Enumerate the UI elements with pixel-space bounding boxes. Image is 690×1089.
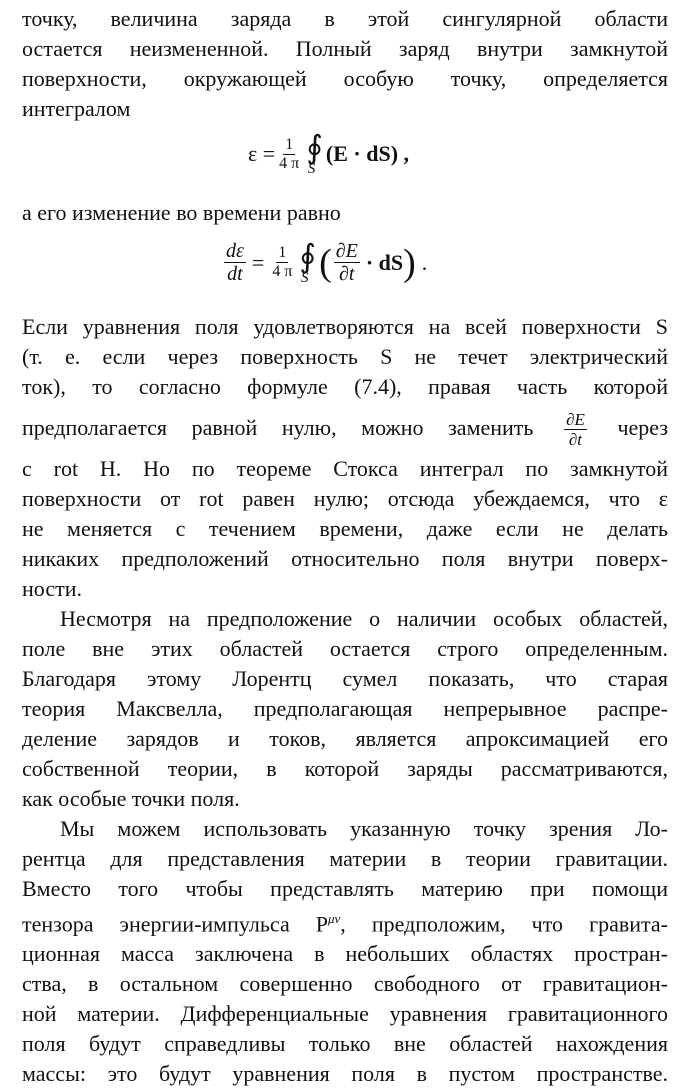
text-line: Вместо того чтобы представлять материю при помощи <box>22 876 668 901</box>
eq2-lhs-num: dε <box>226 240 244 262</box>
text-line: Несмотря на предположение о наличии особых областей, <box>60 606 668 631</box>
contour-integral-1: ∮ S <box>306 129 323 177</box>
eq2-inner-den: ∂t <box>339 263 355 285</box>
eq2-coef-den: 4 π <box>272 263 293 280</box>
eq1-lhs: ε = <box>248 141 276 166</box>
text-line: интегралом <box>22 96 131 121</box>
text-line: c rot H. Но по теореме Стокса интеграл по замкнутой <box>22 456 668 481</box>
text-line: поля будут справедливы только вне областей нахождения <box>22 1031 668 1057</box>
equation-2: $\frac{d\varepsilon}{dt}$ = $\frac{1}{4 \pi}$ ∮ S ( $\frac{\partial E}{\partial t}$ · dS ) . <box>226 237 428 286</box>
text-line: поверхности, окружающей особую точку, определяется <box>22 66 668 91</box>
eq2-integral-sub: S <box>300 269 309 286</box>
eq2-coef-num: 1 <box>278 244 287 261</box>
eq2-end: . <box>421 249 428 275</box>
text-line: собственной теории, в которой заряды рассматриваются, <box>22 756 668 781</box>
superscript: μν <box>328 911 341 926</box>
text-fragment: предполагается равной нулю, можно заменить <box>22 415 534 440</box>
paragraph-2 <box>22 312 668 604</box>
text-line: Благодаря этому Лорентц сумел показать, что старая <box>22 666 668 691</box>
text-line: Мы можем использовать указанную точку зрения Ло- <box>60 816 668 841</box>
eq2-lhs <box>224 240 246 285</box>
text-line-with-superscript <box>22 904 668 939</box>
text-line: (т. е. если через поверхность S не течет электрический <box>22 344 668 369</box>
text-line: ционная масса заключена в небольших областях простран- <box>22 941 668 967</box>
text-line: ной материи. Дифференциальные уравнения гравитационного <box>22 1001 668 1027</box>
text-line: массы: это будут уравнения поля в пустом пространстве. <box>22 1061 668 1087</box>
text-line: никаких предположений относительно поля внутри поверх- <box>22 546 668 571</box>
text-line: ства, в остальном совершенно свободного от гравитацион- <box>22 971 668 997</box>
text-fragment: , предположим, что гравита- <box>340 911 668 937</box>
eq2-inner-tail: · dS <box>365 249 404 275</box>
text-fragment: тензора энергии-импульса P <box>22 911 328 937</box>
text-line: теория Максвелла, предполагающая непрерывное распре- <box>22 696 668 721</box>
paragraph-4 <box>22 814 668 1089</box>
text-line: не меняется с течением времени, даже если не делать <box>22 516 668 541</box>
text-line: ток), то согласно формуле (7.4), правая часть которой <box>22 374 668 399</box>
inline-fraction <box>564 410 587 449</box>
text-fragment: через <box>617 415 669 440</box>
text-line: рентца для представления материи в теории гравитации. <box>22 846 668 871</box>
text-line: остается неизмененной. Полный заряд внутри замкнутой <box>22 36 668 61</box>
eq2-lhs-den: dt <box>227 263 243 285</box>
text-line: деление зарядов и токов, является апроксимацией его <box>22 726 668 751</box>
eq1-coef-num: 1 <box>285 135 294 153</box>
eq1-coef-den: 4 π <box>279 154 300 172</box>
eq2-coefficient <box>270 244 294 281</box>
eq2-equals: = <box>251 249 265 275</box>
eq1-body: (E · dS) , <box>325 141 410 166</box>
eq1-integral-sub: S <box>307 161 316 177</box>
text-line-with-fraction <box>22 402 668 454</box>
text-line: как особые точки поля. <box>22 786 240 811</box>
paragraph-1 <box>22 4 668 124</box>
contour-integral-2: ∮ S <box>299 237 317 286</box>
text-line: ности. <box>22 576 82 601</box>
text-line: Если уравнения поля удовлетворяются на всей поверхности S <box>22 314 668 339</box>
eq2-inner-frac <box>334 240 360 285</box>
text-line: поле вне этих областей остается строго определенным. <box>22 636 668 661</box>
eq1-coefficient <box>277 136 301 173</box>
inline-frac-den: ∂t <box>568 430 583 450</box>
text-line: точку, величина заряда в этой сингулярной области <box>22 6 668 31</box>
text-line: поверхности от rot равен нулю; отсюда убеждаемся, что ε <box>22 486 668 511</box>
inline-frac-num: ∂E <box>566 410 585 430</box>
paragraph-3 <box>22 604 668 814</box>
text-line: а его изменение во времени равно <box>22 200 341 225</box>
eq2-inner-num: ∂E <box>335 240 358 262</box>
equation-1 <box>22 124 668 194</box>
